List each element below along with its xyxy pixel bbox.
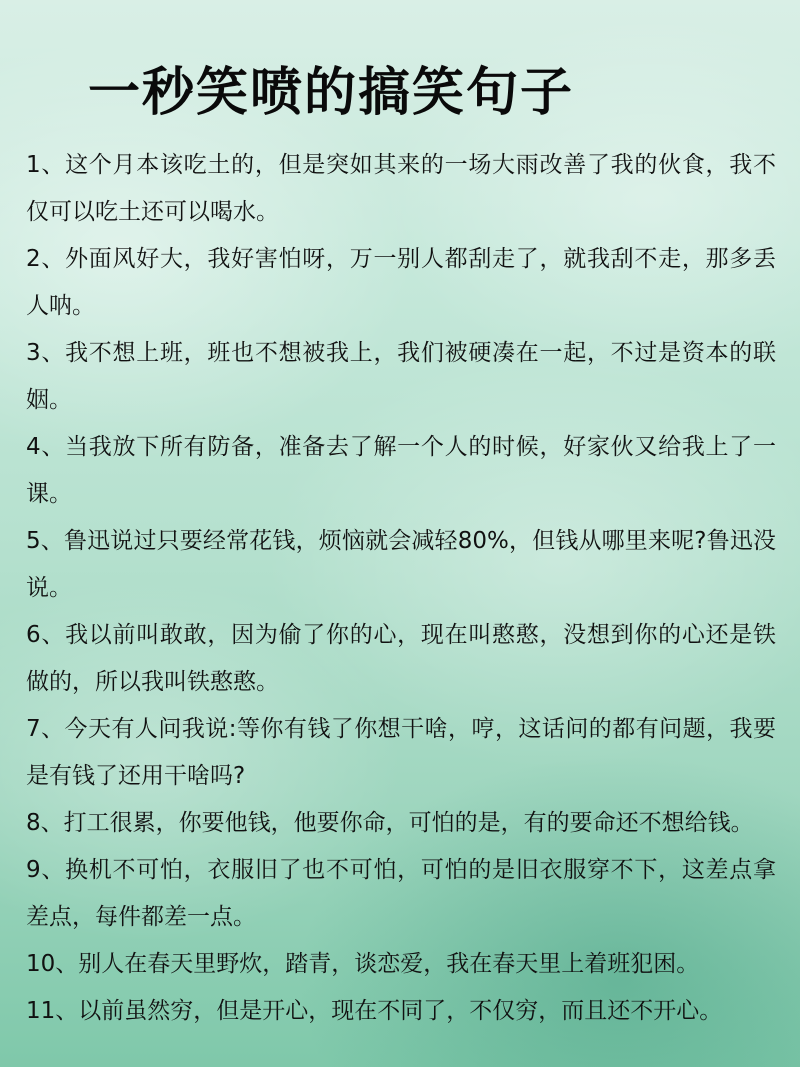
list-item: 9、换机不可怕，衣服旧了也不可怕，可怕的是旧衣服穿不下，这差点拿差点，每件都差一点。 xyxy=(26,857,776,930)
list-item: 4、当我放下所有防备，准备去了解一个人的时候，好家伙又给我上了一课。 xyxy=(26,434,776,507)
list-item: 8、打工很累，你要他钱，他要你命，可怕的是，有的要命还不想给钱。 xyxy=(26,810,754,836)
list-item: 10、别人在春天里野炊，踏青，谈恋爱，我在春天里上着班犯困。 xyxy=(26,951,700,977)
quote-list xyxy=(26,142,776,1035)
list-item: 11、以前虽然穷，但是开心，现在不同了，不仅穷，而且还不开心。 xyxy=(26,998,723,1024)
list-item: 2、外面风好大，我好害怕呀，万一别人都刮走了，就我刮不走，那多丢人呐。 xyxy=(26,246,776,319)
page-title: 一秒笑喷的搞笑句子 xyxy=(88,63,575,123)
list-item: 3、我不想上班，班也不想被我上，我们被硬凑在一起，不过是资本的联姻。 xyxy=(26,340,776,413)
list-item: 6、我以前叫敢敢，因为偷了你的心，现在叫憨憨，没想到你的心还是铁做的，所以我叫铁憨憨。 xyxy=(26,622,776,695)
list-item: 1、这个月本该吃土的，但是突如其来的一场大雨改善了我的伙食，我不仅可以吃土还可以喝水。 xyxy=(26,152,776,225)
list-item: 7、今天有人问我说:等你有钱了你想干啥，哼，这话问的都有问题，我要是有钱了还用干啥吗? xyxy=(26,716,776,789)
list-item: 5、鲁迅说过只要经常花钱，烦恼就会减轻80%，但钱从哪里来呢?鲁迅没说。 xyxy=(26,528,776,601)
